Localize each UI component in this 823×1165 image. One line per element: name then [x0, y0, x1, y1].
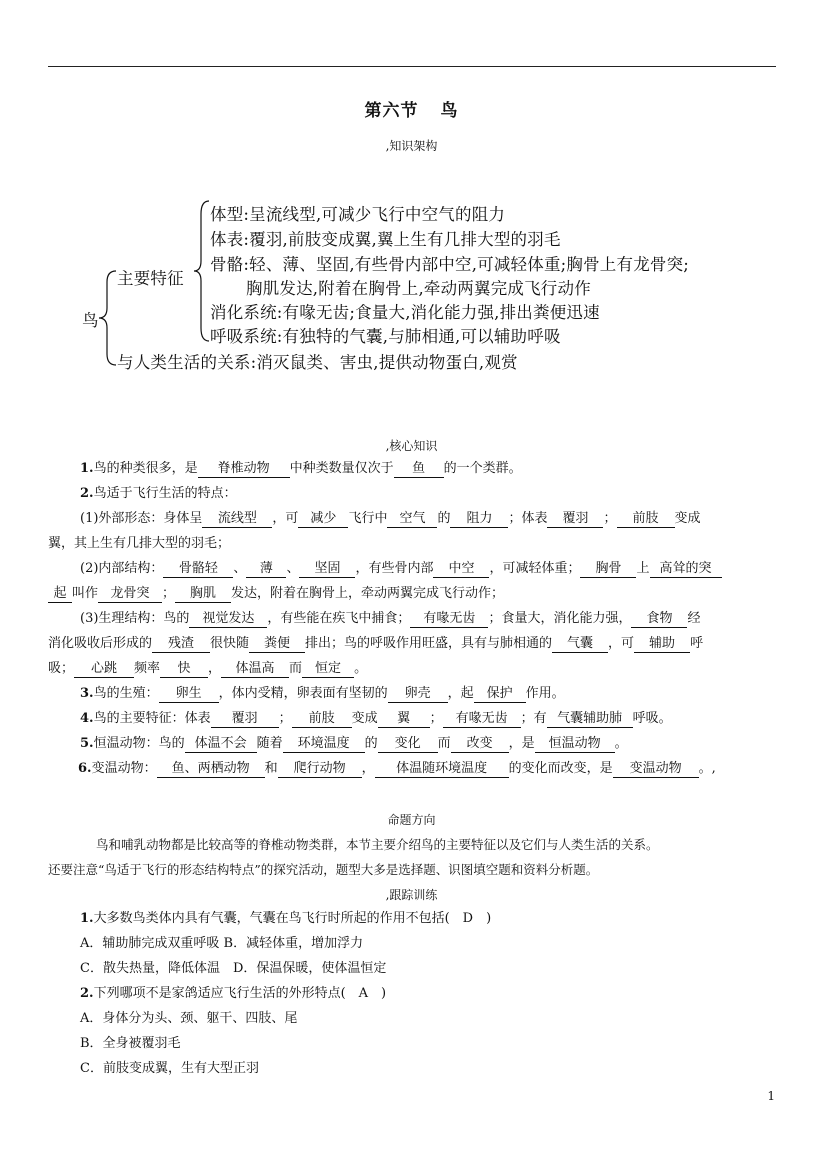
core-q3: 3.鸟的生殖： 卵生 ，体内受精，卵表面有坚韧的 卵壳 ，起 保护 作用。 — [80, 686, 565, 701]
feature-body-shape: 体型:呈流线型,可减少飞行中空气的阻力 — [210, 205, 506, 224]
feature-skeleton: 骨骼:轻、薄、坚固,有些骨内部中空,可减轻体重;胸骨上有龙骨突; — [210, 255, 690, 274]
feature-digestive: 消化系统:有喙无齿;食量大,消化能力强,排出粪便迅速 — [210, 303, 600, 322]
core-q1: 1.鸟的种类很多，是 脊椎动物 中种类数量仅次于 鱼 的一个类群。 — [80, 461, 522, 476]
core-q2-3-line2: 消化吸收后形成的 残渣 很快随 粪便 排出；鸟的呼吸作用旺盛，具有与肺相通的 气囊 ，可 辅助 呼 — [48, 636, 704, 651]
training-q2-option-b: B．全身被覆羽毛 — [80, 1036, 181, 1051]
core-q2-1-line1: (1)外部形态：身体呈 流线型 ，可 减少 飞行中 空气 的 阻力 ；体表 覆羽 ； 前肢 变成 — [80, 511, 701, 526]
branch-main-features: 主要特征 — [117, 269, 184, 288]
training-q2-option-c: C．前肢变成翼，生有大型正羽 — [80, 1061, 259, 1076]
page-number: 1 — [767, 1089, 775, 1103]
core-q6: 6.变温动物： 鱼、两栖动物 和 爬行动物 ， 体温随环境温度 的变化而改变，是 变温动物 。, — [78, 761, 716, 776]
core-q2: 2.鸟适于飞行生活的特点： — [80, 486, 237, 501]
root-label: 鸟 — [82, 311, 99, 330]
section-number: 第六节 — [364, 101, 419, 121]
core-q5: 5.恒温动物：鸟的 体温不会 随着 环境温度 的 变化 而 改变 ，是 恒温动物 。 — [80, 736, 628, 751]
core-q2-3-line3: 吸； 心跳 频率 快 ， 体温高 而 恒定 。 — [48, 661, 368, 676]
framework-heading: ,知识架构 — [385, 139, 438, 153]
feature-respiratory: 呼吸系统:有独特的气囊,与肺相通,可以辅助呼吸 — [210, 327, 561, 346]
core-heading: ,核心知识 — [385, 439, 438, 453]
branch-human-relation: 与人类生活的关系:消灭鼠类、害虫,提供动物蛋白,观赏 — [117, 353, 518, 372]
training-q1-options-cd: C．散失热量，降低体温 D．保温保暖，使体温恒定 — [80, 961, 387, 976]
section-name: 鸟 — [440, 101, 459, 121]
training-q1-stem: 1.大多数鸟类体内具有气囊，气囊在鸟飞行时所起的作用不包括( D ) — [80, 911, 492, 926]
core-q2-2-line1: (2)内部结构： 骨骼轻 、 薄 、 坚固 ，有些骨内部 中空 ，可减轻体重； 胸骨 上 高耸的突 — [80, 556, 808, 581]
feature-muscle: 胸肌发达,附着在胸骨上,牵动两翼完成飞行动作 — [246, 279, 591, 298]
knowledge-map — [0, 0, 823, 400]
training-q2-stem: 2.下列哪项不是家鸽适应飞行生活的外形特点( A ) — [80, 986, 387, 1001]
features-brace — [193, 200, 211, 342]
direction-heading: 命题方向 — [387, 813, 436, 827]
training-q2-option-a: A．身体分为头、颈、躯干、四肢、尾 — [80, 1011, 298, 1026]
core-q2-1-line2: 翼，其上生有几排大型的羽毛； — [48, 536, 231, 551]
direction-line1: 鸟和哺乳动物都是比较高等的脊椎动物类群，本节主要介绍鸟的主要特征以及它们与人类生活的关系。 — [96, 837, 659, 852]
training-heading: ,跟踪训练 — [385, 888, 438, 902]
direction-line2: 还要注意“鸟适于飞行的形态结构特点”的探究活动，题型大多是选择题、识图填空题和资料分析题。 — [48, 862, 599, 877]
core-q2-3-line1: (3)生理结构：鸟的 视觉发达 ，有些能在疾飞中捕食； 有喙无齿 ；食量大，消化能力强， 食物 经 — [80, 611, 701, 626]
core-q4: 4.鸟的主要特征：体表 覆羽 ； 前肢 变成 翼 ； 有喙无齿 ；有 气囊辅助肺 呼吸。 — [80, 711, 672, 726]
training-q1-options-ab: A．辅助肺完成双重呼吸 B．减轻体重，增加浮力 — [80, 936, 364, 951]
feature-body-surface: 体表:覆羽,前肢变成翼,翼上生有几排大型的羽毛 — [210, 230, 561, 249]
root-brace — [98, 270, 118, 366]
core-q2-2-line2: 起 叫作 龙骨突 ； 胸肌 发达，附着在胸骨上，牵动两翼完成飞行动作； — [48, 581, 776, 606]
